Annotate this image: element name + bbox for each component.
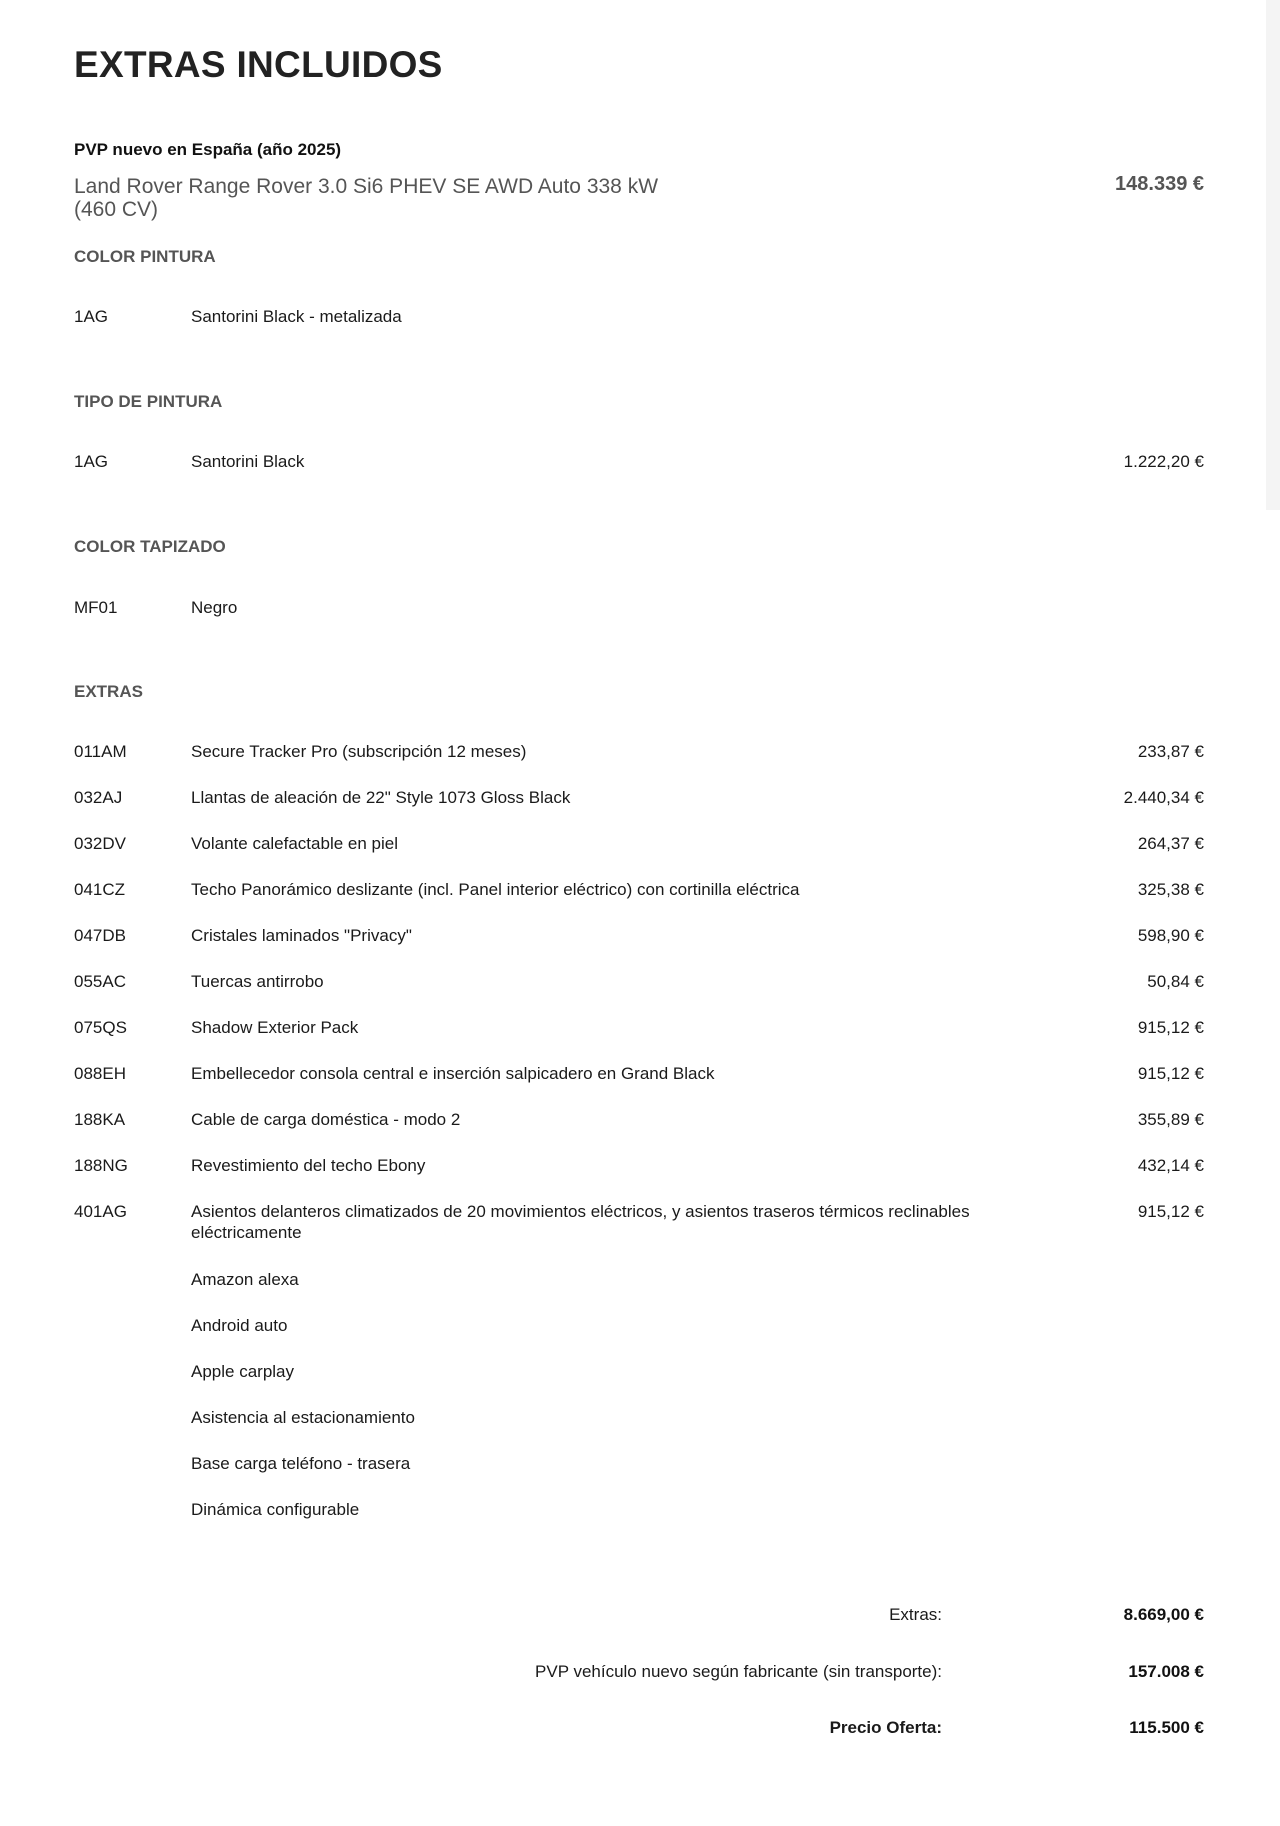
item-description: Santorini Black - metalizada [191,307,402,326]
item-description: Amazon alexa [191,1270,299,1289]
item-price: 598,90 € [1137,926,1204,945]
item-description: Tuercas antirrobo [191,972,324,991]
item-description: Apple carplay [191,1362,295,1381]
item-description: Embellecedor consola central e inserción salpicadero en Grand Black [191,1064,715,1083]
item-price: 325,38 € [1137,880,1204,899]
item-price: 355,89 € [1137,1110,1204,1129]
section-title-color-pintura: COLOR PINTURA [74,247,216,266]
item-description: Cable de carga doméstica - modo 2 [191,1110,461,1129]
offer-price-value: 115.500 € [1129,1718,1204,1737]
section-title-tipo-pintura: TIPO DE PINTURA [74,392,223,411]
pvp-total-value: 157.008 € [1128,1662,1204,1681]
item-description: Santorini Black [191,452,305,471]
item-code: 032DV [74,834,126,853]
item-description: Base carga teléfono - trasera [191,1454,411,1473]
item-price: 2.440,34 € [1123,788,1204,807]
extras-total-value: 8.669,00 € [1123,1605,1204,1624]
pvp-label: PVP nuevo en España (año 2025) [74,140,342,159]
item-code: 011AM [74,742,127,761]
item-description: Techo Panorámico deslizante (incl. Panel interior eléctrico) con cortinilla eléctrica [191,880,800,899]
item-description: Dinámica configurable [191,1500,360,1519]
item-code: 188NG [74,1156,128,1175]
item-price: 233,87 € [1137,742,1204,761]
item-code: 1AG [74,452,109,471]
item-code: 047DB [74,926,126,945]
item-code: 401AG [74,1202,127,1221]
item-code: 041CZ [74,880,126,899]
extras-total-label: Extras: [889,1605,942,1624]
item-code: 055AC [74,972,126,991]
item-code: 188KA [74,1110,126,1129]
item-price: 1.222,20 € [1123,452,1204,471]
item-price: 264,37 € [1137,834,1204,853]
item-price: 915,12 € [1137,1018,1204,1037]
pvp-total-label: PVP vehículo nuevo según fabricante (sin transporte): [535,1662,942,1681]
item-description: Negro [191,598,238,617]
item-description: Revestimiento del techo Ebony [191,1156,426,1175]
item-price: 915,12 € [1137,1202,1204,1221]
item-description: Cristales laminados "Privacy" [191,926,412,945]
item-description: Volante calefactable en piel [191,834,398,853]
model-price: 148.339 € [1115,173,1204,195]
scrollbar-track [1266,0,1280,510]
offer-price-label: Precio Oferta: [829,1718,942,1737]
item-code: MF01 [74,598,118,617]
model-name: Land Rover Range Rover 3.0 Si6 PHEV SE AWD Auto 338 kW (460 CV) [74,175,659,221]
item-code: 032AJ [74,788,123,807]
item-price: 915,12 € [1137,1064,1204,1083]
item-price: 50,84 € [1147,972,1204,991]
item-description: Llantas de aleación de 22" Style 1073 Gloss Black [191,788,571,807]
item-description: Android auto [191,1316,288,1335]
section-title-extras: EXTRAS [74,682,143,701]
item-description: Shadow Exterior Pack [191,1018,359,1037]
item-description: Asientos delanteros climatizados de 20 movimientos eléctricos, y asientos traseros térmicos reclinables eléctricamente [191,1202,970,1242]
item-code: 075QS [74,1018,127,1037]
page-title: EXTRAS INCLUIDOS [74,44,443,85]
item-code: 1AG [74,307,109,326]
item-price: 432,14 € [1137,1156,1204,1175]
section-title-color-tapizado: COLOR TAPIZADO [74,537,226,556]
item-code: 088EH [74,1064,126,1083]
item-description: Secure Tracker Pro (subscripción 12 meses) [191,742,527,761]
item-description: Asistencia al estacionamiento [191,1408,415,1427]
